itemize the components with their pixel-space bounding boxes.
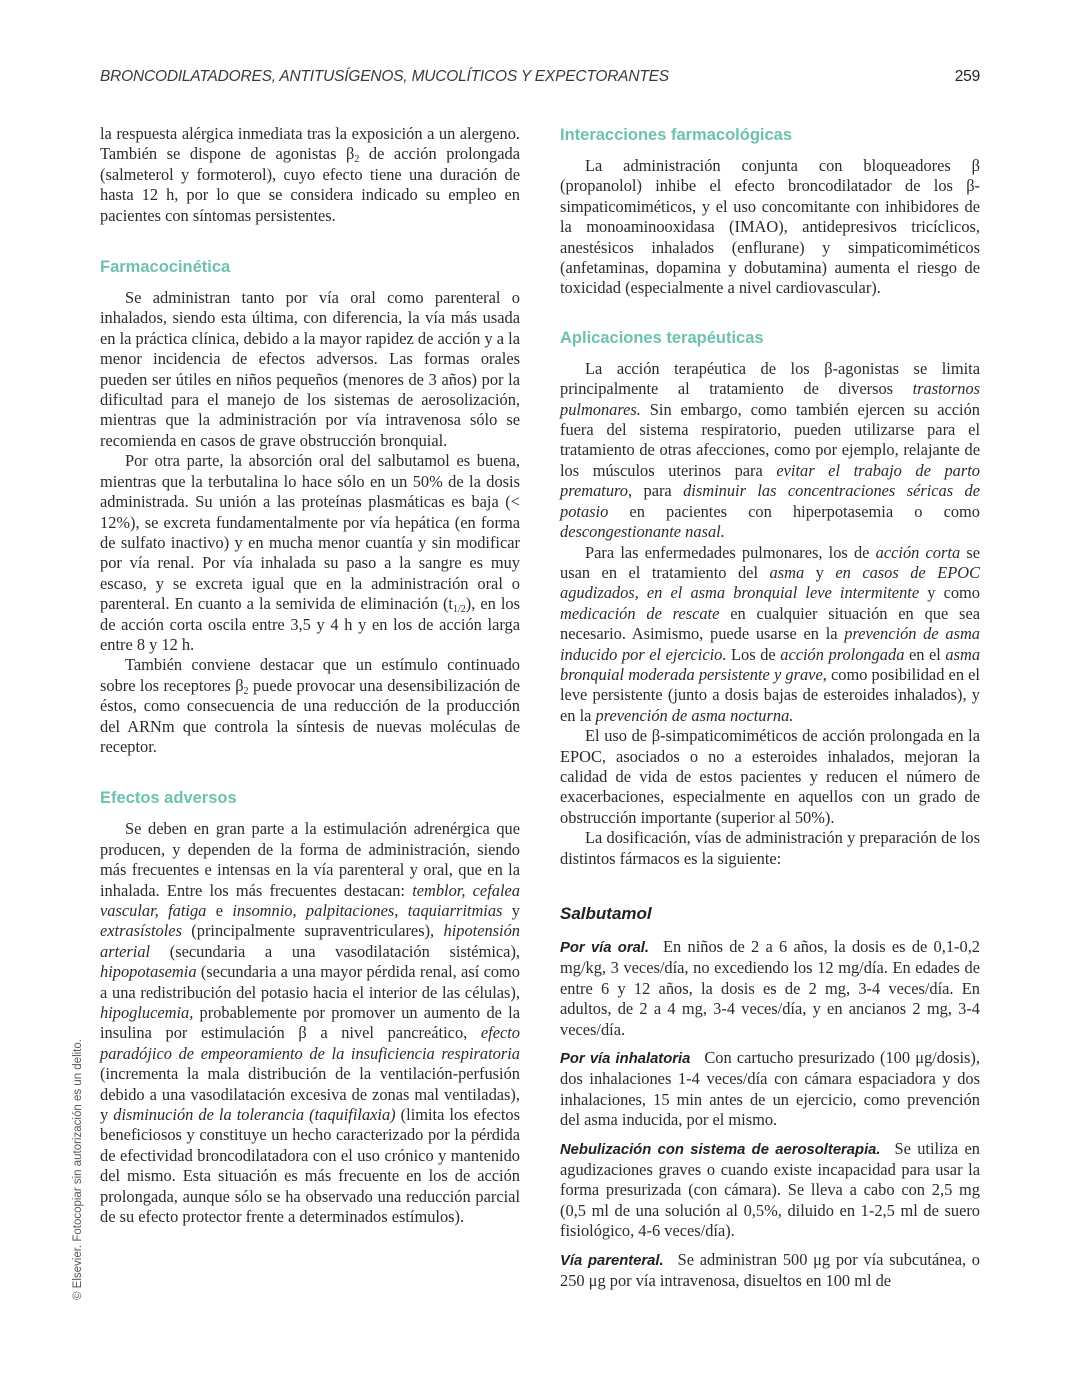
runin-label-nebulizacion: Nebulización con sistema de aerosolterapia. [560,1141,881,1158]
aplicaciones-paragraph-2: Para las enfermedades pulmonares, los de acción corta se usan en el tratamiento del asma y en casos de EPOC agudizados, en el asma bronquial leve intermitente y como medicación de rescate en cualquier situación en que sea necesario. Asimismo, puede usarse en la prevención de asma inducido por el ejercicio. Los de acción prolongada en el asma bronquial moderada persistente y grave, como posibilidad en el leve persistente (junto a dosis bajas de esteroides inhalados), y en la prevención de asma nocturna. [560,542,981,725]
salbutamol-inhalatoria: Por vía inhalatoria Con cartucho presurizado (100 μg/dosis), dos inhalaciones 1-4 veces/día con cámara espaciadora y dos inhalaciones, 15 min antes de un ejercicio, como prevención del asma inducida, por el mismo. [560,1048,980,1130]
running-title: BRONCODILATADORES, ANTITUSÍGENOS, MUCOLÍTICOS Y EXPECTORANTES [100,68,669,85]
farmacocinetica-paragraph-1: Se administran tanto por vía oral como parenteral o inhalados, siendo esta última, con diferencia, la vía más usada en la práctica clínica, debido a la mayor rapidez de acción y a la menor incidencia de efectos adversos. Las formas orales pueden ser útiles en niños pequeños (menores de 3 años) por la dificultad para el manejo de los sistemas de aerosolización, mientras que la administración por vía intravenosa sólo se recomienda en casos de grave obstrucción bronquial. [100,288,520,450]
runin-label-inhalatoria: Por vía inhalatoria [560,1051,691,1068]
heading-farmacocinetica: Farmacocinética [100,258,231,277]
aplicaciones-paragraph-4: La dosificación, vías de administración y preparación de los distintos fármacos es la siguiente: [560,828,980,868]
aplicaciones-paragraph-3: El uso de β-simpaticomiméticos de acción prolongada en la EPOC, asociados o no a esteroides inhalados, mejoran la calidad de vida de estos pacientes y reducen el número de exacerbaciones, especialmente en aquellos con un grado de obstrucción importante (superior al 50%). [560,726,980,827]
running-header [100,68,980,90]
efectos-adversos-paragraph: Se deben en gran parte a la estimulación adrenérgica que producen, y dependen de la forma de administración, siendo más frecuentes e intensas en la vía parenteral y oral, que en la inhalada. Entre los más frecuentes destacan: temblor, cefalea vascular, fatiga e insomnio, palpitaciones, taquiarritmias y extrasístoles (principalmente supraventriculares), hipotensión arterial (secundaria a una vasodilatación sistémica), hipopotasemia (secundaria a una mayor pérdida renal, así como a una redistribución del potasio hacia el interior de las células), hipoglucemia, probablemente por promover un aumento de la insulina por estimulación β a nivel pancreático, efecto paradójico de empeoramiento de la insuficiencia respiratoria (incrementa la mala distribución de la ventilación-perfusión debido a una vasodilatación excesiva de zonas mal ventiladas), y disminución de la tolerancia (taquifilaxia) (limita los efectos beneficiosos y constituye un hecho caracterizado por la pérdida de efectividad broncodilatadora con el uso crónico y mantenido del mismo. Esta situación es más frecuente en los de acción prolongada, aunque sólo se ha observado una reducción parcial de su efecto protector frente a determinados estímulos). [100,819,521,1227]
heading-efectos-adversos: Efectos adversos [100,789,237,808]
farmacocinetica-paragraph-3: También conviene destacar que un estímulo continuado sobre los receptores $\beta_2$ puede provocar una desensibilización de éstos, como consecuencia de una reducción de la producción del ARNm que controla la síntesis de nuevas moléculas de receptor. [100,655,520,756]
runin-label-parenteral: Vía parenteral. [560,1252,664,1269]
intro-paragraph: la respuesta alérgica inmediata tras la exposición a un alergeno. También se dispone de agonistas $\beta_2$ de acción prolongada (salmeterol y formoterol), cuyo efecto tiene una duración de hasta 12 h, por lo que se considera indicado su empleo en pacientes con síntomas persistentes. [100,124,520,225]
salbutamol-parenteral: Vía parenteral. Se administran 500 μg por vía subcutánea, o 250 μg por vía intravenosa, disueltos en 100 ml de [560,1249,980,1291]
salbutamol-nebulizacion: Nebulización con sistema de aerosolterapia. Se utiliza en agudizaciones graves o cuando existe incapacidad para usar la forma presurizada (con cámara). Se lleva a cabo con 2,5 mg (0,5 ml de una solución al 0,5%, diluido en 1-2,5 ml de suero fisiológico, 4-6 veces/día). [560,1138,980,1241]
salbutamol-oral: Por vía oral. En niños de 2 a 6 años, la dosis es de 0,1-0,2 mg/kg, 3 veces/día, no excediendo los 12 mg/día. En edades de entre 6 y 12 años, la dosis es de 2 mg, 3-4 veces/día. En adultos, de 2 a 4 mg, 3-4 veces/día, y en ancianos 2 mg, 3-4 veces/día. [560,937,980,1039]
aplicaciones-paragraph-1: La acción terapéutica de los β-agonistas se limita principalmente al tratamiento de diversos trastornos pulmonares. Sin embargo, como también ejercen su acción fuera del sistema respiratorio, pueden utilizarse para el tratamiento de otras afecciones, como por ejemplo, relajante de los músculos uterinos para evitar el trabajo de parto prematuro, para disminuir las concentraciones séricas de potasio en pacientes con hiperpotasemia o como descongestionante nasal. [560,358,980,542]
interacciones-paragraph: La administración conjunta con bloqueadores β (propanolol) inhibe el efecto broncodilatador de los β-simpaticomiméticos, y el uso concomitante con inhibidores de la monoaminooxidasa (IMAO), antidepresivos tricíclicos, anestésicos inhalados (enflurane) y simpaticomiméticos (anfetaminas, dopamina y dobutamina) aumenta el riesgo de toxicidad (especialmente a nivel cardiovascular). [560,156,980,298]
heading-salbutamol: Salbutamol [560,904,652,923]
heading-aplicaciones: Aplicaciones terapéuticas [560,328,764,347]
copyright-side-note: © Elsevier. Fotocopiar sin autorización es un delito. [72,1039,84,1300]
farmacocinetica-paragraph-2: Por otra parte, la absorción oral del salbutamol es buena, mientras que la terbutalina lo hace sólo en un 50% de la dosis administrada. Su unión a las proteínas plasmáticas es baja (< 12%), se excreta fundamentalmente por vía hepática (en forma de sulfato inactivo) y en mucha menor cuantía y sin modificar por vía renal. Por vía inhalada su paso a la sangre es muy escaso, y se excreta igual que en la administración oral o parenteral. En cuanto a la semivida de eliminación $(t_{1/2})$, en los de acción corta oscila entre 3,5 y 4 h y en los de acción larga entre 8 y 12 h. [100,451,520,654]
page-number: 259 [954,68,980,85]
left-column [100,124,520,1228]
runin-label-oral: Por vía oral. [560,940,650,956]
right-column [560,124,980,1292]
heading-interacciones: Interacciones farmacológicas [560,126,793,144]
